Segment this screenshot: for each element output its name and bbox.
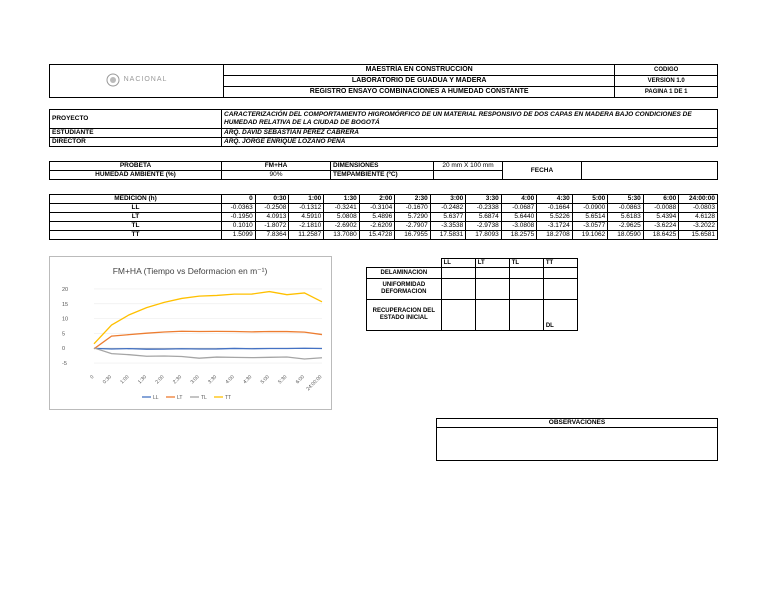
measurement-cell[interactable]: 5.4896 — [359, 213, 395, 222]
measurement-cell[interactable]: -0.1312 — [289, 204, 324, 213]
measurement-cell[interactable]: 19.1062 — [572, 231, 608, 240]
dimensiones-value: 20 mm X 100 mm — [434, 162, 503, 171]
x-tick-label: 4:00 — [224, 374, 236, 386]
y-tick-label: -5 — [62, 361, 67, 368]
measurement-cell[interactable]: 5.6440 — [501, 213, 537, 222]
time-header: 3:00 — [430, 195, 466, 204]
eval-cell[interactable] — [509, 279, 543, 300]
measurement-cell[interactable]: -0.0900 — [572, 204, 608, 213]
time-header: 6:00 — [643, 195, 679, 204]
evaluation-table — [366, 258, 578, 331]
measurement-cell[interactable]: -2.9738 — [466, 222, 502, 231]
measurement-cell[interactable]: 5.4394 — [643, 213, 679, 222]
measurement-cell[interactable]: 5.5226 — [537, 213, 573, 222]
series-line-tt — [94, 292, 322, 344]
time-header: 1:00 — [289, 195, 324, 204]
measurement-cell[interactable]: 4.0913 — [255, 213, 289, 222]
page-number: PAGINA 1 DE 1 — [615, 87, 718, 98]
project-table — [49, 109, 718, 147]
legend-label: TT — [225, 395, 232, 401]
row-label: LL — [50, 204, 222, 213]
chart-svg — [50, 257, 331, 409]
time-header: 4:00 — [501, 195, 537, 204]
measurement-cell[interactable]: -0.0863 — [608, 204, 644, 213]
eval-row-label: RECUPERACION DEL ESTADO INICIAL — [367, 300, 442, 331]
eval-row-label: UNIFORMIDAD DEFORMACION — [367, 279, 442, 300]
measurement-cell[interactable]: 16.7955 — [395, 231, 431, 240]
university-seal-icon — [106, 73, 120, 87]
measurement-cell[interactable]: -2.6209 — [359, 222, 395, 231]
chart-title: FM+HA (Tiempo vs Deformacion en m⁻¹) — [112, 266, 268, 276]
probeta-value: FM+HA — [222, 162, 331, 171]
y-tick-label: 15 — [62, 301, 69, 308]
y-tick-label: 20 — [62, 286, 69, 293]
measurement-cell[interactable]: 18.2708 — [537, 231, 573, 240]
eval-cell[interactable] — [475, 268, 509, 279]
measurement-cell[interactable]: 0.1010 — [222, 222, 256, 231]
measurement-cell[interactable]: 11.2587 — [289, 231, 324, 240]
eval-column-header: LT — [475, 259, 509, 268]
eval-corner — [367, 259, 442, 268]
time-header: 24:00:00 — [679, 195, 718, 204]
eval-row — [367, 279, 578, 300]
measurement-row — [50, 231, 718, 240]
eval-cell[interactable] — [543, 268, 577, 279]
measurement-cell[interactable]: 17.8093 — [466, 231, 502, 240]
eval-cell[interactable] — [441, 279, 475, 300]
measurements-table — [49, 194, 718, 240]
measurement-cell[interactable]: -3.3538 — [430, 222, 466, 231]
measurement-cell[interactable]: 4.5910 — [289, 213, 324, 222]
estudiante-label: ESTUDIANTE — [50, 129, 222, 138]
time-header: 2:00 — [359, 195, 395, 204]
deformation-chart — [49, 256, 332, 410]
row-label: TL — [50, 222, 222, 231]
measurement-cell[interactable]: 5.6874 — [466, 213, 502, 222]
measurement-cell[interactable]: 18.6425 — [643, 231, 679, 240]
measurement-cell[interactable]: -0.2508 — [255, 204, 289, 213]
measurement-cell[interactable]: 18.2575 — [501, 231, 537, 240]
probeta-table — [49, 161, 718, 180]
y-tick-label: 10 — [62, 316, 69, 323]
series-line-ll — [94, 348, 322, 349]
measurement-cell[interactable]: 5.6377 — [430, 213, 466, 222]
measurement-cell[interactable]: -3.1724 — [537, 222, 573, 231]
measurement-cell[interactable]: 18.0590 — [608, 231, 644, 240]
temp-label: TEMPAMBIENTE (ºC) — [331, 171, 434, 180]
eval-column-header: LL — [441, 259, 475, 268]
measurement-cell[interactable]: -3.0808 — [501, 222, 537, 231]
eval-cell[interactable] — [475, 279, 509, 300]
eval-column-header: TL — [509, 259, 543, 268]
eval-row — [367, 268, 578, 279]
director-label: DIRECTOR — [50, 138, 222, 147]
x-tick-label: 6:00 — [294, 374, 306, 386]
measurement-cell[interactable]: -3.2022 — [679, 222, 718, 231]
x-tick-label: 5:00 — [259, 374, 271, 386]
title-2: LABORATORIO DE GUADUA Y MADERA — [224, 76, 615, 87]
time-header: 4:30 — [537, 195, 573, 204]
measurement-cell[interactable]: 5.6514 — [572, 213, 608, 222]
measurement-cell[interactable]: -0.2338 — [466, 204, 502, 213]
time-header: 1:30 — [324, 195, 360, 204]
measurement-cell[interactable]: 1.5099 — [222, 231, 256, 240]
eval-cell[interactable] — [543, 279, 577, 300]
proyecto-label: PROYECTO — [50, 110, 222, 129]
logo-word: NACIONAL — [123, 75, 168, 83]
observaciones-label: OBSERVACIONES — [437, 419, 718, 428]
eval-column-header: TT — [543, 259, 577, 268]
eval-cell[interactable]: DL — [543, 300, 577, 331]
measurement-cell[interactable]: 5.7290 — [395, 213, 431, 222]
row-label: LT — [50, 213, 222, 222]
x-tick-label: 1:00 — [119, 374, 131, 386]
y-tick-label: 5 — [62, 331, 66, 338]
time-header: 5:00 — [572, 195, 608, 204]
header-table — [49, 64, 718, 98]
observaciones-value[interactable] — [437, 428, 718, 461]
x-tick-label: 4:30 — [242, 374, 254, 386]
director-value: ARQ. JORGE ENRIQUE LOZANO PEÑA — [222, 138, 718, 147]
eval-cell[interactable] — [509, 268, 543, 279]
time-header: 3:30 — [466, 195, 502, 204]
measurement-cell[interactable]: -0.0687 — [501, 204, 537, 213]
proyecto-value: CARACTERIZACIÓN DEL COMPORTAMIENTO HIGROMÓRFICO DE UN MATERIAL RESPONSIVO DE DOS CAPAS EN MADERA BAJO CONDICIONES DE HUMEDAD RELATIVA DE LA CIUDAD DE BOGOTÁ — [222, 110, 718, 129]
measurement-cell[interactable]: 5.0808 — [324, 213, 360, 222]
version: VERSION 1.0 — [615, 76, 718, 87]
legend-label: LL — [153, 395, 159, 401]
time-header: 0 — [222, 195, 256, 204]
legend-label: LT — [177, 395, 183, 401]
measurement-cell[interactable]: 17.5831 — [430, 231, 466, 240]
temp-value — [434, 171, 503, 180]
measurement-cell[interactable]: -3.0577 — [572, 222, 608, 231]
code-label: CODIGO — [615, 65, 718, 76]
estudiante-value: ARQ. DAVID SEBASTIAN PÉREZ CABRERA — [222, 129, 718, 138]
measurement-cell[interactable]: 13.7080 — [324, 231, 360, 240]
measurement-cell[interactable]: 15.4728 — [359, 231, 395, 240]
fecha-label: FECHA — [503, 162, 582, 180]
measurement-cell[interactable]: 5.6183 — [608, 213, 644, 222]
humedad-label: HUMEDAD AMBIENTE (%) — [50, 171, 222, 180]
title-3: REGISTRO ENSAYO COMBINACIONES A HUMEDAD CONSTANTE — [224, 87, 615, 98]
observaciones-table — [436, 418, 718, 461]
title-1: MAESTRÍA EN CONSTRUCCIÓN — [224, 65, 615, 76]
time-header: 5:30 — [608, 195, 644, 204]
legend-label: TL — [201, 395, 207, 401]
eval-row-label: DELAMINACION — [367, 268, 442, 279]
x-tick-label: 3:00 — [189, 374, 201, 386]
eval-cell[interactable] — [441, 268, 475, 279]
measurement-cell[interactable]: -0.3104 — [359, 204, 395, 213]
x-tick-label: 2:30 — [171, 374, 184, 386]
logo-cell — [50, 65, 224, 98]
measurement-row — [50, 204, 718, 213]
measurement-cell[interactable]: 15.6581 — [679, 231, 718, 240]
time-header: 2:30 — [395, 195, 431, 204]
probeta-label: PROBETA — [50, 162, 222, 171]
x-tick-label: 24:00:00 — [305, 374, 324, 393]
measurement-cell[interactable]: -0.0088 — [643, 204, 679, 213]
eval-cell[interactable] — [475, 300, 509, 331]
measurement-cell[interactable]: -0.1670 — [395, 204, 431, 213]
x-tick-label: 3:30 — [207, 374, 219, 386]
measurement-cell[interactable]: -0.1950 — [222, 213, 256, 222]
eval-cell[interactable] — [509, 300, 543, 331]
measurement-cell[interactable]: -0.3241 — [324, 204, 360, 213]
logo — [106, 73, 168, 87]
humedad-value: 90% — [222, 171, 331, 180]
dimensiones-label: DIMENSIONES — [331, 162, 434, 171]
measurement-cell[interactable]: -2.7907 — [395, 222, 431, 231]
x-tick-label: 0 — [89, 374, 96, 381]
time-header: 0:30 — [255, 195, 289, 204]
measurement-cell[interactable]: -0.2482 — [430, 204, 466, 213]
row-label: TT — [50, 231, 222, 240]
x-tick-label: 0:30 — [101, 374, 113, 386]
medicion-header: MEDICION (h) — [50, 195, 222, 204]
x-tick-label: 2:00 — [154, 374, 166, 386]
measurement-cell[interactable]: -3.6224 — [643, 222, 679, 231]
x-tick-label: 5:30 — [277, 374, 289, 386]
eval-cell[interactable] — [441, 300, 475, 331]
measurement-cell[interactable]: -0.1664 — [537, 204, 573, 213]
series-line-lt — [94, 331, 322, 349]
x-tick-label: 1:30 — [136, 374, 149, 386]
measurement-row — [50, 222, 718, 231]
measurement-cell[interactable]: -2.6902 — [324, 222, 360, 231]
measurement-cell[interactable]: 4.6128 — [679, 213, 718, 222]
eval-row — [367, 300, 578, 331]
y-tick-label: 0 — [62, 346, 66, 353]
measurement-cell[interactable]: -0.0803 — [679, 204, 718, 213]
measurement-cell[interactable]: -2.1810 — [289, 222, 324, 231]
fecha-value — [582, 162, 718, 180]
measurement-row — [50, 213, 718, 222]
measurement-cell[interactable]: -0.0363 — [222, 204, 256, 213]
measurement-cell[interactable]: 7.8364 — [255, 231, 289, 240]
measurement-cell[interactable]: -2.9625 — [608, 222, 644, 231]
measurement-cell[interactable]: -1.8072 — [255, 222, 289, 231]
